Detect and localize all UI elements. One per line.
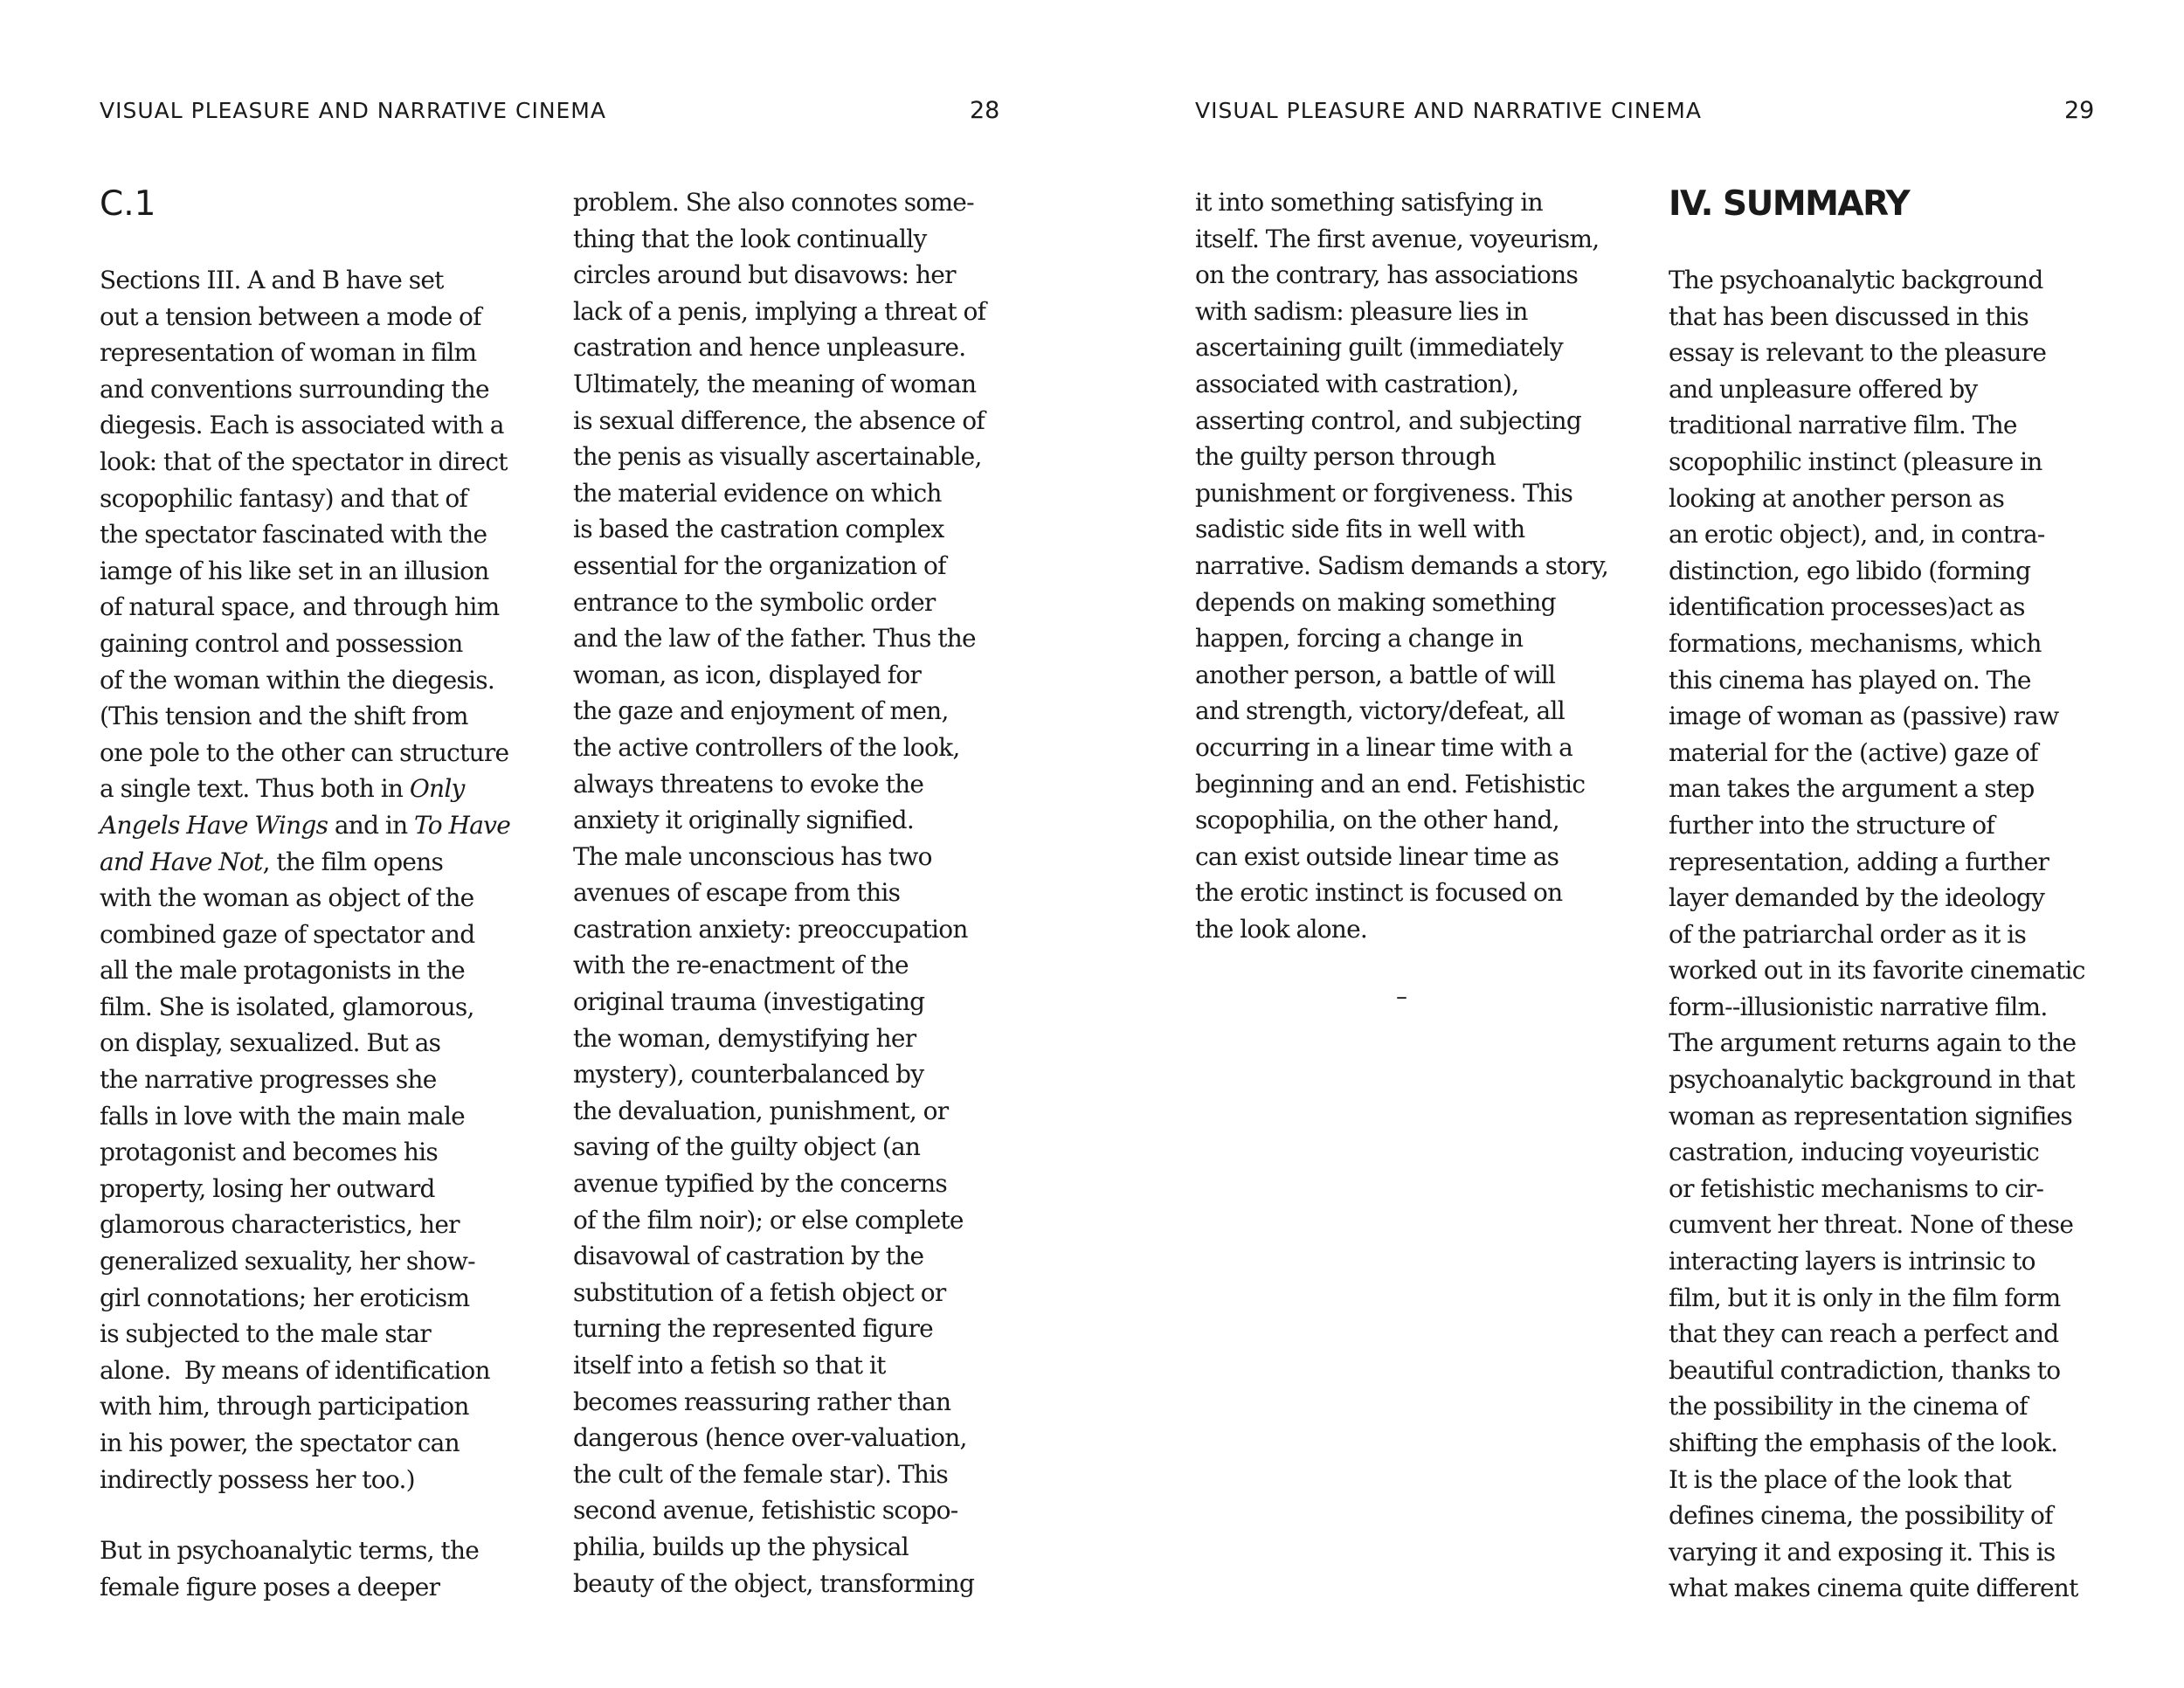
- text-line: form--illusionistic narrative film.: [1669, 992, 2048, 1021]
- text-line: diegesis. Each is associated with a: [100, 411, 504, 440]
- text-line: female figure poses a deeper: [100, 1572, 440, 1602]
- text-line: in his power, the spectator can: [100, 1429, 460, 1457]
- text-line: the spectator fascinated with the: [100, 520, 487, 550]
- text-line: [100, 844, 510, 881]
- text-line: [100, 807, 510, 844]
- text-run: a single text. Thus both in: [100, 774, 410, 804]
- text-line: itself. The first avenue, voyeurism,: [1195, 224, 1600, 253]
- text-line: combined gaze of spectator and: [100, 919, 475, 949]
- running-header-right: VISUAL PLEASURE AND NARRATIVE CINEMA: [1195, 98, 1702, 123]
- text-line: lack of a penis, implying a threat of: [573, 296, 986, 326]
- text-line: the erotic instinct is focused on: [1195, 878, 1563, 908]
- film-title: and Have Not: [100, 847, 263, 876]
- text-line: can exist outside linear time as: [1195, 841, 1559, 871]
- paragraph: [100, 1532, 479, 1605]
- text-line: the cult of the female star). This: [573, 1459, 949, 1489]
- text-line: The argument returns again to the: [1669, 1028, 2077, 1058]
- text-line: sadistic side fits in well with: [1195, 515, 1525, 544]
- text-line: look: that of the spectator in direct: [100, 446, 508, 476]
- text-line: representation of woman in film: [100, 338, 477, 368]
- text-line: the devaluation, punishment, or: [573, 1096, 949, 1125]
- text-line: dangerous (hence over-valuation,: [573, 1423, 967, 1453]
- text-line: shifting the emphasis of the look.: [1669, 1429, 2058, 1457]
- text-line: punishment or forgiveness. This: [1195, 478, 1573, 508]
- text-line: on the contrary, has associations: [1195, 260, 1579, 290]
- text-line: mystery), counterbalanced by: [573, 1060, 924, 1090]
- text-line: further into the structure of: [1669, 810, 1995, 840]
- text-line: representation, adding a further: [1669, 847, 2049, 876]
- text-line: scopophilic fantasy) and that of: [100, 483, 468, 513]
- text-line: [100, 771, 510, 807]
- text-line: with him, through participation: [100, 1392, 469, 1422]
- text-line: property, losing her outward: [100, 1173, 435, 1203]
- text-line: the narrative progresses she: [100, 1065, 437, 1095]
- text-line: beautiful contradiction, thanks to: [1669, 1355, 2061, 1385]
- text-line: and unpleasure offered by: [1669, 374, 1978, 404]
- text-line: alone. By means of identification: [100, 1355, 490, 1385]
- page-number-left: 28: [970, 97, 1000, 124]
- text-line: always threatens to evoke the: [573, 769, 924, 799]
- text-line: of the woman within the diegesis.: [100, 665, 495, 695]
- text-line: It is the place of the look that: [1669, 1464, 2012, 1494]
- text-line: indirectly possess her too.): [100, 1464, 415, 1494]
- text-line: iamge of his like set in an illusion: [100, 556, 489, 585]
- text-line: this cinema has played on. The: [1669, 665, 2031, 695]
- text-line: original trauma (investigating: [573, 987, 925, 1017]
- text-line: essay is relevant to the pleasure: [1669, 338, 2047, 368]
- text-line: substitution of a fetish object or: [573, 1277, 946, 1307]
- text-line: problem. She also connotes some-: [573, 188, 974, 217]
- text-line: all the male protagonists in the: [100, 956, 465, 986]
- text-line: gaining control and possession: [100, 628, 463, 658]
- film-title: Only: [409, 774, 465, 804]
- text-line: worked out in its favorite cinematic: [1669, 956, 2085, 986]
- text-line: protagonist and becomes his: [100, 1138, 438, 1167]
- text-line: narrative. Sadism demands a story,: [1195, 550, 1609, 580]
- text-line: generalized sexuality, her show-: [100, 1247, 475, 1276]
- text-line: is subjected to the male star: [100, 1319, 432, 1349]
- text-line: But in psychoanalytic terms, the: [100, 1536, 480, 1565]
- text-line: looking at another person as: [1669, 483, 2005, 513]
- section-break-dash: –: [1396, 984, 1407, 1010]
- text-line: an erotic object), and, in contra-: [1669, 520, 2045, 550]
- text-line: essential for the organization of: [573, 550, 946, 580]
- text-line: beginning and an end. Fetishistic: [1195, 769, 1586, 799]
- paragraph: [100, 262, 510, 1498]
- text-line: and the law of the father. Thus the: [573, 624, 976, 654]
- text-line: formations, mechanisms, which: [1669, 628, 2042, 658]
- text-line: layer demanded by the ideology: [1669, 883, 2045, 913]
- text-line: itself into a fetish so that it: [573, 1351, 886, 1380]
- text-line: of the film noir); or else complete: [573, 1205, 964, 1235]
- column-1: [100, 262, 510, 1498]
- text-line: the woman, demystifying her: [573, 1023, 916, 1053]
- column-1-paragraph-2: [100, 1532, 479, 1605]
- text-line: avenue typified by the concerns: [573, 1169, 948, 1199]
- section-heading-c1: C.1: [100, 184, 156, 224]
- text-line: saving of the guilty object (an: [573, 1132, 921, 1162]
- text-line: (This tension and the shift from: [100, 702, 468, 731]
- text-line: the look alone.: [1195, 914, 1368, 944]
- text-line: scopophilic instinct (pleasure in: [1669, 446, 2042, 476]
- text-line: asserting control, and subjecting: [1195, 405, 1581, 435]
- text-line: the gaze and enjoyment of men,: [573, 696, 949, 726]
- text-line: turning the represented figure: [573, 1314, 933, 1344]
- text-line: out a tension between a mode of: [100, 301, 481, 331]
- text-line: and conventions surrounding the: [100, 374, 489, 404]
- text-line: with the woman as object of the: [100, 883, 474, 913]
- running-header-left: VISUAL PLEASURE AND NARRATIVE CINEMA: [100, 98, 606, 123]
- text-line: entrance to the symbolic order: [573, 587, 936, 617]
- text-line: castration anxiety: preoccupation: [573, 914, 968, 944]
- text-line: the possibility in the cinema of: [1669, 1392, 2028, 1422]
- text-line: occurring in a linear time with a: [1195, 732, 1573, 762]
- text-line: falls in love with the main male: [100, 1101, 465, 1131]
- text-line: circles around but disavows: her: [573, 260, 956, 290]
- text-line: The male unconscious has two: [573, 841, 932, 871]
- text-line: anxiety it originally signified.: [573, 806, 915, 835]
- text-line: ascertaining guilt (immediately: [1195, 333, 1563, 363]
- text-line: is based the castration complex: [573, 515, 944, 544]
- column-4: [1669, 262, 2085, 1607]
- text-line: on display, sexualized. But as: [100, 1028, 441, 1058]
- text-line: cumvent her threat. None of these: [1669, 1210, 2074, 1240]
- text-line: traditional narrative film. The: [1669, 411, 2017, 440]
- text-line: second avenue, fetishistic scopo-: [573, 1496, 958, 1525]
- text-line: material for the (active) gaze of: [1669, 737, 2038, 767]
- text-line: distinction, ego libido (forming: [1669, 556, 2031, 585]
- text-line: interacting layers is intrinsic to: [1669, 1247, 2035, 1276]
- section-heading-summary: IV. SUMMARY: [1669, 184, 1910, 224]
- text-line: philia, builds up the physical: [573, 1532, 909, 1561]
- text-line: disavowal of castration by the: [573, 1242, 924, 1271]
- text-line: film. She is isolated, glamorous,: [100, 992, 474, 1021]
- text-line: woman as representation signifies: [1669, 1101, 2072, 1131]
- text-line: becomes reassuring rather than: [573, 1387, 951, 1416]
- text-line: happen, forcing a change in: [1195, 624, 1524, 654]
- text-line: film, but it is only in the film form: [1669, 1283, 2061, 1312]
- text-line: woman, as icon, displayed for: [573, 660, 922, 689]
- text-line: the penis as visually ascertainable,: [573, 442, 982, 472]
- text-line: girl connotations; her eroticism: [100, 1283, 470, 1312]
- text-line: man takes the argument a step: [1669, 774, 2035, 804]
- text-line: that they can reach a perfect and: [1669, 1319, 2059, 1349]
- text-line: the active controllers of the look,: [573, 732, 960, 762]
- text-line: and strength, victory/defeat, all: [1195, 696, 1565, 726]
- text-line: castration, inducing voyeuristic: [1669, 1138, 2040, 1167]
- text-line: scopophilia, on the other hand,: [1195, 806, 1559, 835]
- film-title: Angels Have Wings: [100, 810, 328, 840]
- text-line: with sadism: pleasure lies in: [1195, 296, 1528, 326]
- text-run: , the film opens: [262, 847, 444, 876]
- text-line: what makes cinema quite different: [1669, 1574, 2078, 1603]
- text-line: another person, a battle of will: [1195, 660, 1556, 689]
- text-line: beauty of the object, transforming: [573, 1568, 975, 1598]
- text-line: defines cinema, the possibility of: [1669, 1501, 2053, 1531]
- text-line: associated with castration),: [1195, 369, 1519, 398]
- text-line: of natural space, and through him: [100, 592, 500, 622]
- text-line: Sections III. A and B have set: [100, 266, 444, 294]
- text-line: the guilty person through: [1195, 442, 1496, 472]
- text-line: psychoanalytic background in that: [1669, 1065, 2075, 1095]
- text-line: image of woman as (passive) raw: [1669, 702, 2059, 731]
- text-line: one pole to the other can structure: [100, 737, 509, 767]
- film-title: To Have: [414, 810, 511, 840]
- text-line: depends on making something: [1195, 587, 1556, 617]
- column-3: [1195, 184, 1608, 947]
- page-number-right: 29: [2064, 97, 2095, 124]
- text-line: it into something satisfying in: [1195, 188, 1543, 217]
- text-run: and in: [328, 810, 415, 840]
- text-line: Ultimately, the meaning of woman: [573, 369, 977, 398]
- text-line: thing that the look continually: [573, 224, 927, 253]
- text-line: the material evidence on which: [573, 478, 942, 508]
- text-line: identification processes)act as: [1669, 592, 2025, 622]
- text-line: that has been discussed in this: [1669, 301, 2028, 331]
- text-line: The psychoanalytic background: [1669, 266, 2043, 294]
- column-2: [573, 184, 985, 1602]
- text-line: glamorous characteristics, her: [100, 1210, 460, 1240]
- text-line: is sexual difference, the absence of: [573, 405, 985, 435]
- text-line: or fetishistic mechanisms to cir-: [1669, 1173, 2044, 1203]
- text-line: of the patriarchal order as it is: [1669, 919, 2027, 949]
- text-line: varying it and exposing it. This is: [1669, 1537, 2056, 1567]
- text-line: castration and hence unpleasure.: [573, 333, 966, 363]
- text-line: avenues of escape from this: [573, 878, 901, 908]
- text-line: with the re-enactment of the: [573, 951, 909, 980]
